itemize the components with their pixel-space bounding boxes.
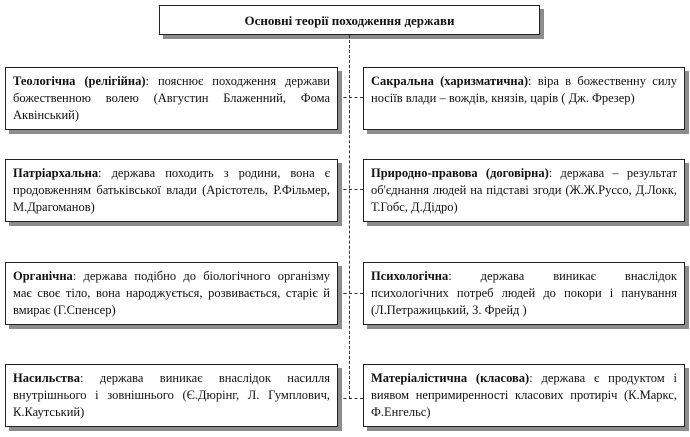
theory-box-sacral (363, 67, 685, 130)
theory-name: Теологічна (релігійна) (13, 74, 146, 88)
theory-name: Органічна (13, 269, 73, 283)
theory-name: Насильства (13, 371, 81, 385)
theory-name: Психологічна (371, 269, 449, 283)
connector-branch-row1 (338, 97, 363, 98)
theory-description: : держава є продуктом і виявом непримиренності класових протиріч (К.Маркс, Ф.Енгельс) (371, 371, 677, 419)
theory-description: : держава – результат об'єднання людей на підставі згоди (Ж.Ж.Руссо, Д.Локк, Т.Гобс, Д.Дідро) (371, 166, 677, 214)
connector-branch-row3 (338, 293, 363, 294)
theory-box-violence (5, 364, 338, 427)
theory-box-theological (5, 67, 338, 130)
theory-description: : держава виникає внаслідок насилля внутрішнього і зовнішнього (Є.Дюрінг, Л. Гумплович, К.Каутський) (13, 371, 330, 419)
theory-name: Природно-правова (договірна) (371, 166, 549, 180)
theory-description: : держава походить з родини, вона є продовженням батьківської влади (Арістотель, Р.Фільмер, М.Драгоманов) (13, 166, 330, 214)
theory-description: : віра в божественну силу носіїв влади – вождів, князів, царів ( Дж. Фрезер) (371, 74, 677, 105)
diagram-title: Основні теорії походження держави (244, 12, 455, 28)
theory-box-organic (5, 262, 338, 325)
theory-box-materialist (363, 364, 685, 427)
connector-branch-row2 (338, 189, 363, 190)
theory-description: : держава виникає внаслідок психологічних потреб людей до покори і панування (Л.Петражицький, З. Фрейд ) (371, 269, 677, 317)
theory-name: Матеріалістична (класова) (371, 371, 530, 385)
theory-description: : держава подібно до біологічного організму має своє тіло, вона народжується, розвивається, старіє й вмирає (Г.Спенсер) (13, 269, 330, 317)
theory-box-psychological (363, 262, 685, 325)
theory-box-natural-law (363, 159, 685, 222)
theory-box-patriarchal (5, 159, 338, 222)
theory-name: Сакральна (харизматична) (371, 74, 528, 88)
theory-description: : пояснює походження держави божественною волею (Августин Блаженний, Фома Аквінський) (13, 74, 330, 122)
theory-name: Патріархальна (13, 166, 99, 180)
connector-branch-row4 (338, 398, 363, 399)
diagram-title-box (159, 5, 540, 35)
connector-trunk (349, 35, 350, 399)
